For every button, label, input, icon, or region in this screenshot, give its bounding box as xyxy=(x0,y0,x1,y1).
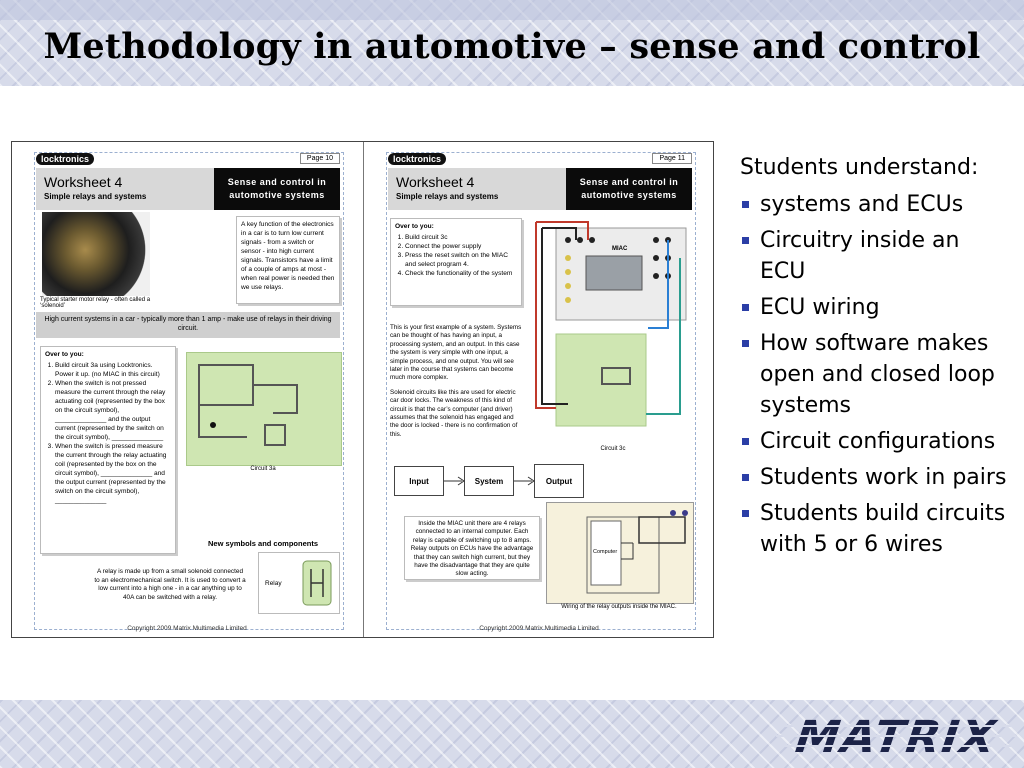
notes-item-text: systems and ECUs xyxy=(760,192,964,217)
over-to-you-heading: Over to you: xyxy=(45,351,84,358)
flow-input-box: Input xyxy=(394,466,444,496)
info-band: High current systems in a car - typically more than 1 amp - make use of relays in their driving circuit. xyxy=(36,312,340,338)
brand-logo: locktronics xyxy=(388,153,446,165)
circuit-caption: Circuit 3a xyxy=(250,466,276,472)
notes-item-text: ECU wiring xyxy=(760,295,880,320)
circuit-board-photo xyxy=(186,352,342,466)
step-item: 4. Check the functionality of the system xyxy=(405,269,517,278)
bullet-icon xyxy=(742,237,749,244)
flow-system-box: System xyxy=(464,466,514,496)
worksheet-banner: Sense and control in automotive systems xyxy=(566,168,692,210)
over-to-you-box xyxy=(40,346,176,554)
solenoid-paragraph: Solenoid circuits like this are used for electric car door locks. The weakness of this kind of circuit is that the car’s computer (and driver) assumes that the solenoid has engaged and the door is locked - there is no confirmation of this. xyxy=(390,388,518,438)
notes-item xyxy=(740,462,1010,493)
notes-item xyxy=(740,426,1010,457)
relay-label: Relay xyxy=(265,580,282,587)
over-to-you-box xyxy=(390,218,522,306)
step-item: 2. When the switch is not pressed measure the current through the relay actuating coil (represented by the box on the circuit symbol), ______________ and the output current (represented by the switch on the circuit symbol), ______________ xyxy=(55,379,171,442)
photo-caption: Typical starter motor relay - often called a ‘solenoid’ xyxy=(40,297,151,309)
matrix-logo-icon xyxy=(776,712,1016,760)
bullet-icon xyxy=(742,304,749,311)
notes-item-text: Circuit configurations xyxy=(760,429,996,454)
flow-arrows-icon xyxy=(444,474,536,488)
circuit-caption: Circuit 3c xyxy=(600,446,626,452)
matrix-logo xyxy=(776,712,1016,760)
worksheet-subtitle: Simple relays and systems xyxy=(396,192,499,201)
miac-wiring-icon xyxy=(528,218,692,442)
worksheet-banner: Sense and control in automotive systems xyxy=(214,168,340,210)
step-item: 3. When the switch is pressed measure the current through the relay actuating coil (represented by the box on the circuit symbol), ______________ and the output current (represented by the switch on the circuit symbol), ______________ xyxy=(55,442,171,505)
over-to-you-heading: Over to you: xyxy=(395,223,434,230)
steps-list xyxy=(395,233,517,278)
system-paragraph: This is your first example of a system. Systems can be thought of has having an input, a processing system, and an output. In this case the system is very simple with one input, a simple process, and one output. You will see later in the course that systems can become much more complex. xyxy=(390,324,522,382)
slide-title: Methodology in automotive – sense and control xyxy=(43,26,981,67)
worksheet-header xyxy=(36,168,340,210)
worksheet-header xyxy=(388,168,692,210)
worksheet-image xyxy=(11,141,714,638)
info-box: A key function of the electronics in a car is to turn low current signals - from a switch or sensor - into high current signals. Transistors have a limit of a couple of amps at most - when real power is needed then we use relays. xyxy=(236,216,340,304)
notes-list xyxy=(740,189,1010,560)
bullet-icon xyxy=(742,340,749,347)
worksheet-page-left xyxy=(12,142,362,638)
worksheet-page-right xyxy=(364,142,714,638)
notes-item xyxy=(740,189,1010,220)
steps-list xyxy=(45,361,171,505)
computer-label: Computer xyxy=(593,549,618,555)
notes-item-text: Students build circuits with 5 or 6 wires xyxy=(760,501,1006,557)
notes-intro: Students understand: xyxy=(740,155,979,180)
relay-symbol-icon xyxy=(301,559,333,607)
step-item: 3. Press the reset switch on the MIAC and select program 4. xyxy=(405,251,517,269)
notes-item xyxy=(740,328,1010,421)
bullet-icon xyxy=(742,510,749,517)
bullet-icon xyxy=(742,201,749,208)
page-number: Page 10 xyxy=(300,153,340,164)
relay-photo xyxy=(42,212,150,296)
notes-item-text: Students work in pairs xyxy=(760,465,1007,490)
symbols-heading: New symbols and components xyxy=(208,539,319,548)
system-text xyxy=(390,324,524,439)
page-number: Page 11 xyxy=(652,153,692,164)
notes-item xyxy=(740,225,1010,287)
notes-item xyxy=(740,498,1010,560)
step-item: 1. Build circuit 3a using Locktronics. Power it up. (no MIAC in this circuit) xyxy=(55,361,171,379)
relay-wiring-icon xyxy=(547,503,693,603)
notes-item-text: How software makes open and closed loop systems xyxy=(760,331,995,418)
worksheet-title: Worksheet 4 xyxy=(396,174,475,190)
step-item: 1. Build circuit 3c xyxy=(405,233,517,242)
circuit-diagram-icon xyxy=(187,353,341,465)
brand-logo: locktronics xyxy=(36,153,94,165)
logo-text: MATRIX xyxy=(787,712,1005,760)
notes-panel xyxy=(740,152,1010,565)
copyright: Copyright 2009 Matrix Multimedia Limited xyxy=(479,625,599,632)
notes-item xyxy=(740,292,1010,323)
copyright: Copyright 2009 Matrix Multimedia Limited xyxy=(127,625,247,632)
relay-wiring-diagram xyxy=(546,502,694,604)
bullet-icon xyxy=(742,438,749,445)
bullet-icon xyxy=(742,474,749,481)
step-item: 2. Connect the power supply xyxy=(405,242,517,251)
notes-item-text: Circuitry inside an ECU xyxy=(760,228,960,284)
worksheet-subtitle: Simple relays and systems xyxy=(44,192,147,201)
flow-output-box: Output xyxy=(534,464,584,498)
miac-label: MIAC xyxy=(612,246,628,252)
wiring-caption: Wiring of the relay outputs inside the MIAC. xyxy=(561,604,677,610)
relay-description: A relay is made up from a small solenoid connected to an electromechanical switch. It is used to convert a low current into a high one - in a car anything up to 40A can be switched with a relay. xyxy=(90,565,250,605)
worksheet-title: Worksheet 4 xyxy=(44,174,123,190)
miac-info-box: Inside the MIAC unit there are 4 relays connected to an internal computer. Each relay is capable of switching up to 8 amps. Relay outputs on ECUs have the advantage that they can switch high current, but they have the disadvantage that they are quite slow acting. xyxy=(404,516,540,580)
miac-circuit-photo xyxy=(528,218,692,442)
relay-symbol-box xyxy=(258,552,340,614)
